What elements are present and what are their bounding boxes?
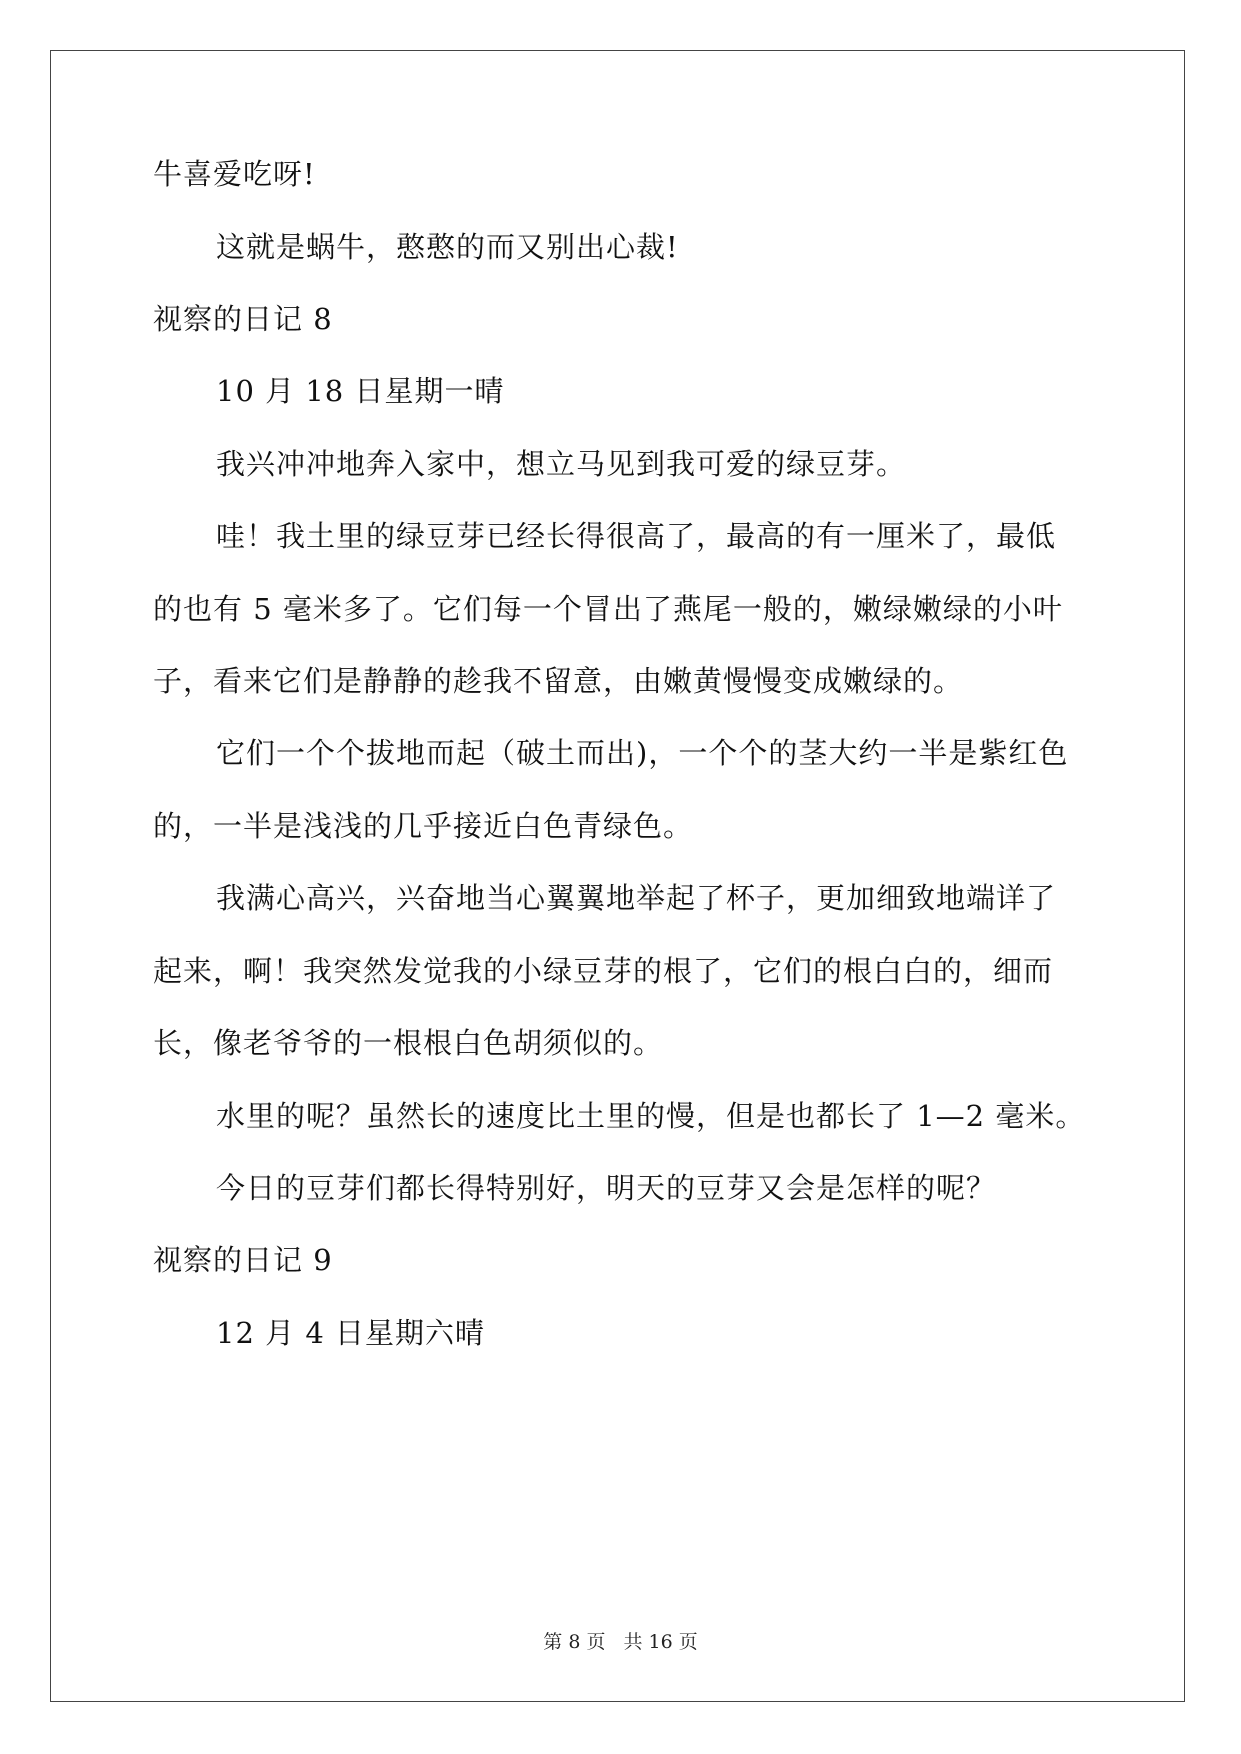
paragraph-text: 今日的豆芽们都长得特别好，明天的豆芽又会是怎样的呢？ (216, 1171, 997, 1205)
section-heading: 视察的日记 9 (153, 1243, 333, 1277)
date-line: 10 月 18 日星期一晴 (216, 374, 505, 408)
body-text-line: 的也有 5 毫米多了。它们每一个冒出了燕尾一般的，嫩绿嫩绿的小叶 (153, 592, 1063, 626)
date-line: 12 月 4 日星期六晴 (216, 1316, 486, 1350)
paragraph-text: 我兴冲冲地奔入家中，想立马见到我可爱的绿豆芽。 (216, 447, 907, 481)
paragraph-text: 我满心高兴，兴奋地当心翼翼地举起了杯子，更加细致地端详了 (216, 881, 1057, 915)
body-text-line: 子，看来它们是静静的趁我不留意，由嫩黄慢慢变成嫩绿的。 (153, 664, 964, 698)
paragraph-text: 这就是蜗牛，憨憨的而又别出心裁! (216, 230, 679, 264)
page-total: 共 16 页 (623, 1631, 698, 1653)
body-text-line: 牛喜爱吃呀! (153, 157, 316, 191)
paragraph-text: 它们一个个拔地而起（破土而出)，一个个的茎大约一半是紫红色 (216, 736, 1069, 770)
page-number: 第 8 页 (543, 1631, 606, 1653)
page-footer (0, 1631, 1241, 1653)
body-text-line: 的，一半是浅浅的几乎接近白色青绿色。 (153, 809, 694, 843)
section-heading: 视察的日记 8 (153, 302, 333, 336)
page-border (50, 50, 1185, 1702)
body-text-line: 起来，啊！我突然发觉我的小绿豆芽的根了，它们的根白白的，细而 (153, 954, 1054, 988)
paragraph-text: 水里的呢？虽然长的速度比土里的慢，但是也都长了 1—2 毫米。 (216, 1099, 1086, 1133)
paragraph-text: 哇！我土里的绿豆芽已经长得很高了，最高的有一厘米了，最低 (216, 519, 1057, 553)
body-text-line: 长，像老爷爷的一根根白色胡须似的。 (153, 1026, 664, 1060)
